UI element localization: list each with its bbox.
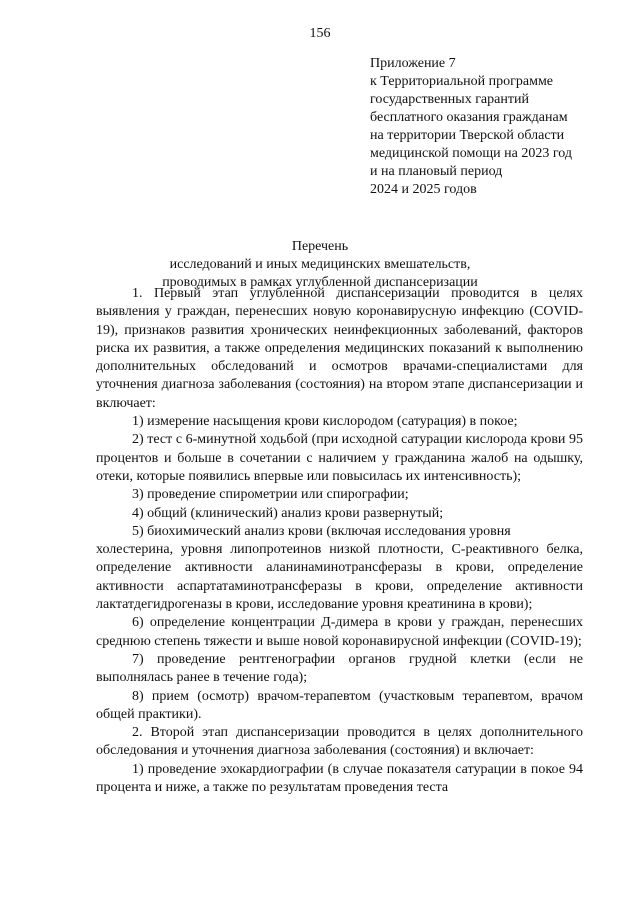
paragraph: 5) биохимический анализ крови (включая исследования уровня [132, 523, 511, 539]
paragraph: 1) измерение насыщения крови кислородом (сатурация) в покое; [132, 414, 518, 430]
appendix-line: и на плановый период [370, 164, 503, 179]
title-line: Перечень [291, 239, 349, 254]
title-line: исследований и иных медицинских вмешательств, [169, 257, 471, 272]
appendix-line: государственных гарантий [370, 92, 529, 107]
paragraph: 7) проведение рентгенографии органов грудной клетки (если не выполнялась ранее в течение года); [96, 651, 583, 686]
appendix-header [370, 55, 572, 199]
document-title [0, 238, 640, 292]
paragraph: 6) определение концентрации Д-димера в крови у граждан, перенесших среднюю степень тяжести и выше новой коронавирусной инфекции (COVID-19); [96, 615, 583, 649]
title-line: проводимых в рамках углубленной диспансеризации [162, 275, 478, 290]
paragraph: 4) общий (клинический) анализ крови развернутый; [132, 505, 444, 521]
paragraph: 3) проведение спирометрии или спирографии; [132, 487, 409, 503]
appendix-line: бесплатного оказания гражданам [370, 110, 568, 125]
paragraph: 2) тест с 6-минутной ходьбой (при исходной сатурации кислорода крови 95 процентов и больше в сочетании с наличием у гражданина жалоб на одышку, отеки, которые появились впервые или повысилась их интенсивность); [96, 432, 583, 484]
page-number: 156 [309, 26, 331, 41]
paragraph: 1) проведение эхокардиографии (в случае показателя сатурации в покое 94 процента и ниже, а также по результатам проведения теста [96, 761, 583, 796]
paragraph: холестерина, уровня липопротеинов низкой плотности, С-реактивного белка, определение активности аланинаминотрансферазы в крови, определение активности аспартатаминотрансферазы в крови, определение активности лактатдегидрогеназы в крови, исследование уровня креатинина в крови); [96, 542, 583, 613]
paragraph: 2. Второй этап диспансеризации проводится в целях дополнительного обследования и уточнения диагноза заболевания (состояния) и включает: [96, 725, 583, 759]
paragraph: 8) прием (осмотр) врачом-терапевтом (участковым терапевтом, врачом общей практики). [96, 688, 583, 722]
appendix-line: к Территориальной программе [370, 74, 554, 89]
appendix-line: Приложение 7 [370, 56, 456, 71]
document-body [96, 285, 583, 797]
paragraph: 1. Первый этап углубленной диспансеризации проводится в целях выявления у граждан, перенесших новую коронавирусную инфекцию (COVID-19), признаков развития хронических неинфекционных заболеваний, факторов риска их развития, а также определения медицинских показаний к выполнению дополнительных обследований и осмотров врачами-специалистами для уточнения диагноза заболевания (состояния) на втором этапе диспансеризации и включает: [96, 286, 583, 411]
appendix-line: на территории Тверской области [370, 128, 565, 143]
appendix-line: медицинской помощи на 2023 год [370, 146, 572, 161]
appendix-line: 2024 и 2025 годов [370, 182, 477, 197]
